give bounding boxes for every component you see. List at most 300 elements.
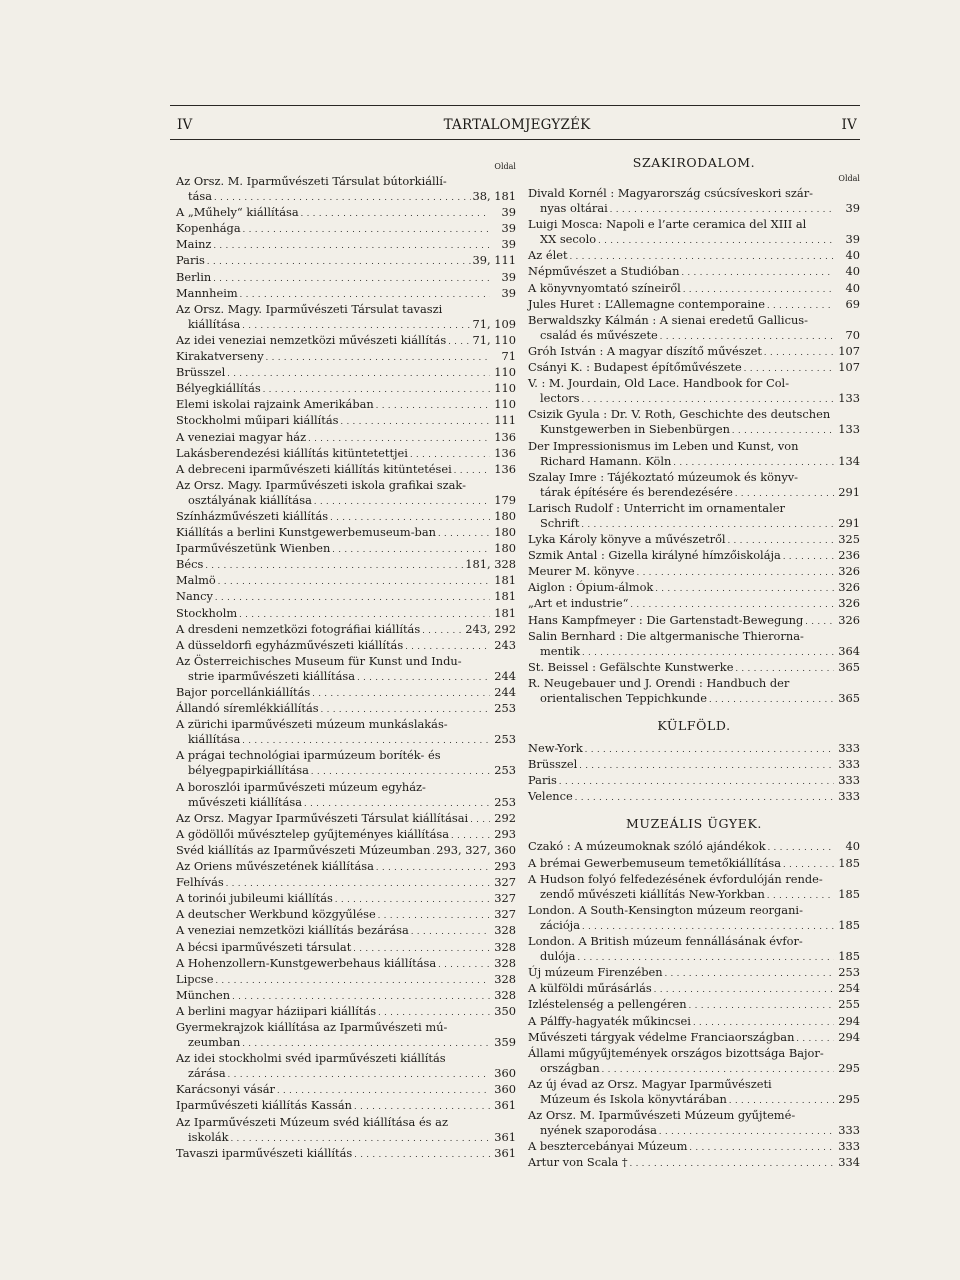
- toc-entry-title: Izléstelenség a pellengéren: [528, 997, 687, 1012]
- toc-entry-title: Elemi iskolai rajzaink Amerikában: [176, 397, 374, 412]
- toc-entry-line: [176, 302, 516, 317]
- toc-entry: [176, 270, 516, 286]
- dot-leader: [240, 286, 490, 302]
- dot-leader: [602, 1061, 834, 1077]
- toc-entry-title: Mannheim: [176, 285, 238, 300]
- toc-entry-title: A veneziai nemzetközi kiállítás bezárása: [176, 923, 409, 938]
- toc-page-number: 334: [838, 1155, 860, 1170]
- toc-entry-line: [176, 843, 516, 859]
- toc-page-number: 185: [838, 855, 860, 870]
- dot-leader: [729, 1092, 834, 1108]
- toc-entry: [176, 446, 516, 462]
- toc-entry-title: Az Orsz. Magy. Iparművészeti Társulat tavaszi: [176, 301, 443, 316]
- toc-page-number: 71, 109: [472, 316, 516, 331]
- toc-entry: [528, 789, 860, 805]
- toc-entry-line: [528, 264, 860, 280]
- toc-entry-title: Az idei veneziai nemzetközi művészeti kiállítás: [176, 332, 447, 347]
- toc-entry: [528, 564, 860, 580]
- dot-leader: [582, 644, 834, 660]
- toc-entry-title: Lakásberendezési kiállítás kitüntetettjei: [176, 445, 408, 460]
- toc-entry-line: [528, 629, 860, 644]
- toc-entry-line: [528, 485, 860, 501]
- toc-entry-line: [528, 564, 860, 580]
- toc-entry-title: Tavaszi iparművészeti kiállítás: [176, 1145, 353, 1160]
- dot-leader: [764, 344, 834, 360]
- dot-leader: [218, 573, 490, 589]
- toc-page-number: 295: [838, 1060, 860, 1075]
- toc-entry-title: Az Orsz. Magyar Iparművészeti Társulat kiállításai: [176, 810, 469, 825]
- dot-leader: [376, 397, 490, 413]
- toc-entry-line: [176, 669, 516, 685]
- dot-leader: [693, 1014, 834, 1030]
- toc-entry-line: [176, 859, 516, 875]
- toc-entry-line: [176, 1020, 516, 1035]
- header-bottom-rule: [170, 139, 860, 140]
- toc-entry-line: [176, 685, 516, 701]
- dot-leader: [321, 701, 490, 717]
- toc-entry-line: [176, 701, 516, 717]
- toc-entry-line: [528, 454, 860, 470]
- toc-page-number: 294: [838, 1029, 860, 1044]
- dot-leader: [263, 381, 490, 397]
- toc-entry-line: [176, 875, 516, 891]
- toc-entry: [176, 221, 516, 237]
- toc-entry: [528, 470, 860, 501]
- toc-entry: [176, 1146, 516, 1162]
- toc-entry-title: Az új évad az Orsz. Magyar Iparművészeti: [528, 1076, 772, 1091]
- toc-entry: [528, 903, 860, 934]
- toc-page-number: 295: [838, 1091, 860, 1106]
- toc-page-number: 333: [838, 789, 860, 804]
- dot-leader: [215, 589, 490, 605]
- toc-page-number: 180: [494, 541, 516, 556]
- toc-entry: [176, 717, 516, 748]
- toc-entry-line: [528, 548, 860, 564]
- toc-entry-line: [528, 691, 860, 707]
- toc-entry-title: kiállítása: [188, 732, 241, 747]
- toc-page-number: 39: [501, 221, 516, 236]
- toc-entry-title: család és művészete: [540, 327, 658, 342]
- oldal-label: Oldal: [494, 162, 516, 171]
- toc-page-number: 39, 111: [472, 253, 516, 268]
- toc-entry-line: [528, 1155, 860, 1171]
- toc-page-number: 69: [845, 296, 860, 311]
- toc-entry-line: [176, 654, 516, 669]
- toc-page-number: 40: [845, 248, 860, 263]
- toc-page-number: 326: [838, 612, 860, 627]
- left-column: [176, 160, 516, 1162]
- toc-entry-line: [528, 1108, 860, 1123]
- toc-entry-line: [528, 313, 860, 328]
- toc-entry: [528, 596, 860, 612]
- toc-entry: [176, 859, 516, 875]
- toc-entry-line: [176, 525, 516, 541]
- toc-entry: [176, 541, 516, 557]
- dot-leader: [610, 201, 834, 217]
- toc-entry-title: Az Orsz. M. Iparművészeti Társulat bútorkiállí-: [176, 174, 447, 188]
- toc-entry: [528, 360, 860, 376]
- dot-leader: [301, 205, 490, 221]
- dot-leader: [226, 875, 490, 891]
- dot-leader: [655, 580, 834, 596]
- toc-entry-title: Az Österreichisches Museum für Kunst und Indu-: [176, 653, 462, 668]
- toc-entry-line: [528, 344, 860, 360]
- toc-entry-line: [528, 856, 860, 872]
- toc-entry-title: Velence: [528, 789, 573, 804]
- toc-entry: [176, 349, 516, 365]
- toc-entry-line: [528, 773, 860, 789]
- toc-entry-line: [528, 360, 860, 376]
- toc-entry: [528, 773, 860, 789]
- toc-entry-title: Brüsszel: [176, 365, 226, 380]
- toc-page-number: 328: [494, 939, 516, 954]
- toc-entry: [176, 1051, 516, 1082]
- dot-leader: [215, 972, 490, 988]
- toc-page-number: 236: [838, 548, 860, 563]
- toc-entry-title: nyas oltárai: [540, 201, 608, 216]
- header-page-number-right: IV: [841, 117, 857, 133]
- toc-page-number: 185: [838, 886, 860, 901]
- toc-entry-title: A torinói jubileumi kiállítás: [176, 891, 333, 906]
- toc-entry-title: Berlin: [176, 269, 212, 284]
- toc-entry: [176, 891, 516, 907]
- dot-leader: [470, 811, 490, 827]
- dot-leader: [354, 1098, 490, 1114]
- toc-entry-title: Állandó síremlékkiállítás: [176, 701, 319, 716]
- toc-entry: [176, 205, 516, 221]
- toc-entry: [176, 956, 516, 972]
- toc-entry-title: dulója: [540, 949, 576, 964]
- toc-entry-title: Kunstgewerben in Siebenbürgen: [540, 422, 730, 437]
- dot-leader: [681, 264, 834, 280]
- toc-entry-title: A bécsi iparművészeti társulat: [176, 939, 352, 954]
- dot-leader: [438, 525, 490, 541]
- toc-page-number: 244: [494, 685, 516, 699]
- toc-entry-line: [528, 376, 860, 391]
- dot-leader: [683, 281, 834, 297]
- toc-entry-title: Az élet: [528, 248, 568, 263]
- dot-leader: [659, 1123, 834, 1139]
- toc-entry-line: [528, 872, 860, 887]
- toc-page-number: 107: [838, 343, 860, 358]
- toc-entry-title: „Art et industrie“: [528, 596, 629, 611]
- toc-entry: [528, 981, 860, 997]
- dot-leader: [376, 859, 490, 875]
- toc-entry-title: Szalay Imre : Tájékoztató múzeumok és könyv-: [528, 469, 799, 484]
- toc-entry-title: Meurer M. könyve: [528, 564, 635, 579]
- dot-leader: [378, 907, 490, 923]
- dot-leader: [207, 253, 471, 269]
- toc-entry-line: [176, 557, 516, 573]
- toc-entry: [528, 264, 860, 280]
- toc-entry: [528, 1108, 860, 1139]
- toc-entry-title: Richard Hamann. Köln: [540, 453, 672, 468]
- toc-entry-title: A düsseldorfi egyházművészeti kiállítás: [176, 637, 404, 652]
- toc-entry-line: [176, 1098, 516, 1114]
- toc-page-number: 293: [494, 826, 516, 841]
- toc-entry-line: [528, 997, 860, 1013]
- toc-entry: [176, 811, 516, 827]
- dot-leader: [735, 660, 834, 676]
- toc-entry-line: [176, 622, 516, 638]
- toc-entry-title: A könyvnyomtató színeiről: [528, 280, 681, 295]
- toc-entry-title: Bécs: [176, 557, 204, 572]
- toc-entry: [176, 654, 516, 685]
- dot-leader: [454, 462, 490, 478]
- toc-page-number: 293: [494, 859, 516, 874]
- toc-entry-line: [176, 333, 516, 349]
- toc-entry-title: Svéd kiállítás az Iparművészeti Múzeumban: [176, 842, 431, 857]
- dot-leader: [304, 795, 490, 811]
- toc-page-number: 254: [838, 981, 860, 996]
- toc-entry-line: [528, 201, 860, 217]
- toc-entry-title: London. A British múzeum fennállásának évfor-: [528, 934, 803, 949]
- toc-entry-title: Luigi Mosca: Napoli e l’arte ceramica del XIII al: [528, 217, 807, 232]
- dot-leader: [266, 349, 490, 365]
- toc-entry: [176, 972, 516, 988]
- toc-entry-line: [528, 660, 860, 676]
- toc-entry-line: [528, 1077, 860, 1092]
- dot-leader: [689, 1139, 834, 1155]
- toc-entry-title: A prágai technológiai iparmúzeum boríték- és: [176, 748, 441, 763]
- toc-page-number: 40: [845, 264, 860, 279]
- dot-leader: [660, 328, 834, 344]
- toc-entry: [528, 1155, 860, 1171]
- toc-page-number: 133: [838, 391, 860, 406]
- toc-page-number: 107: [838, 360, 860, 375]
- toc-entry-line: [176, 397, 516, 413]
- toc-entry-title: Gróh István : A magyar díszítő művészet: [528, 343, 762, 358]
- section-spacer: [528, 707, 860, 717]
- toc-page-number: 255: [838, 997, 860, 1012]
- toc-page-number: 333: [838, 741, 860, 756]
- toc-page-number: 328: [494, 987, 516, 1002]
- toc-page-number: 361: [494, 1129, 516, 1144]
- toc-entry: [176, 462, 516, 478]
- dot-leader: [783, 548, 834, 564]
- toc-entry: [528, 344, 860, 360]
- toc-entry-title: Szmik Antal : Gizella királyné hímzőiskolája: [528, 548, 781, 563]
- toc-page-number: 39: [501, 285, 516, 300]
- toc-entry-line: [528, 934, 860, 949]
- toc-entry: [176, 638, 516, 654]
- toc-entry-line: [176, 493, 516, 509]
- toc-entry-title: R. Neugebauer und J. Orendi : Handbuch der: [528, 675, 790, 690]
- toc-entry-title: Bajor porcellánkiállítás: [176, 685, 311, 699]
- toc-entry: [528, 376, 860, 407]
- toc-entry: [528, 217, 860, 248]
- toc-entry-title: zációja: [540, 917, 580, 932]
- toc-entry: [176, 509, 516, 525]
- toc-entry-line: [176, 237, 516, 253]
- toc-entry: [528, 629, 860, 660]
- toc-entry: [528, 297, 860, 313]
- toc-entry-line: [176, 811, 516, 827]
- toc-entry-title: V. : M. Jourdain, Old Lace. Handbook for Col-: [528, 376, 790, 391]
- toc-entry-line: [528, 789, 860, 805]
- toc-entry: [528, 248, 860, 264]
- toc-entry-title: Felhívás: [176, 875, 224, 890]
- toc-entry-line: [528, 1030, 860, 1046]
- toc-entry: [176, 333, 516, 349]
- toc-entry-title: Az Oriens művészetének kiállítása: [176, 859, 374, 874]
- toc-entry-title: A külföldi műrásárlás: [528, 981, 652, 996]
- toc-entry-line: [176, 827, 516, 843]
- toc-entry-title: Művészeti tárgyak védelme Franciaországban: [528, 1029, 795, 1044]
- dot-leader: [768, 839, 834, 855]
- toc-entry: [528, 965, 860, 981]
- toc-page-number: 185: [838, 949, 860, 964]
- toc-entry-line: [528, 1139, 860, 1155]
- toc-entry-title: Larisch Rudolf : Unterricht im ornamentaler: [528, 500, 785, 515]
- toc-entry: [176, 397, 516, 413]
- toc-entry-title: iskolák: [188, 1129, 229, 1144]
- toc-page-number: 294: [838, 1013, 860, 1028]
- dot-leader: [451, 827, 490, 843]
- toc-entry-line: [176, 205, 516, 221]
- toc-page-number: 364: [838, 643, 860, 658]
- toc-entry: [528, 1030, 860, 1046]
- dot-leader: [577, 949, 834, 965]
- toc-entry-title: Stockholmi műipari kiállítás: [176, 413, 339, 428]
- toc-entry-title: Kopenhága: [176, 221, 241, 236]
- toc-entry-title: Berwaldszky Kálmán : A sienai eredetű Gallicus-: [528, 312, 808, 327]
- toc-entry-title: New-York: [528, 741, 583, 756]
- toc-page-number: 291: [838, 515, 860, 530]
- dot-leader: [335, 891, 490, 907]
- toc-entry-title: nyének szaporodása: [540, 1123, 657, 1138]
- toc-entry-title: München: [176, 987, 231, 1002]
- toc-page-number: 292: [494, 810, 516, 825]
- toc-page-number: 253: [494, 732, 516, 747]
- toc-entry-title: A dresdeni nemzetközi fotográfiai kiállítás: [176, 621, 421, 636]
- section-heading: SZAKIRODALOM.: [632, 155, 756, 170]
- right-column: [528, 155, 860, 1171]
- dot-leader: [232, 988, 490, 1004]
- toc-entry-line: [528, 965, 860, 981]
- toc-entry-title: Schrift: [540, 515, 580, 530]
- toc-entry-line: [528, 1014, 860, 1030]
- toc-entry: [528, 313, 860, 344]
- toc-page-number: 326: [838, 564, 860, 579]
- toc-entry: [176, 1115, 516, 1146]
- toc-page-number: 361: [494, 1145, 516, 1160]
- toc-entry: [528, 1139, 860, 1155]
- toc-page-number: 71, 110: [472, 332, 516, 347]
- dot-leader: [796, 1030, 834, 1046]
- toc-entry: [176, 557, 516, 573]
- toc-entry: [528, 757, 860, 773]
- toc-entry: [528, 1014, 860, 1030]
- toc-entry: [528, 872, 860, 903]
- toc-entry: [528, 548, 860, 564]
- section-heading: MUZEÁLIS ÜGYEK.: [626, 816, 762, 832]
- toc-page-number: 253: [494, 794, 516, 809]
- toc-entry: [176, 988, 516, 1004]
- toc-entry-title: A besztercebányai Múzeum: [528, 1139, 688, 1154]
- section-heading: KÜLFÖLD.: [657, 718, 731, 734]
- dot-leader: [242, 1035, 490, 1051]
- toc-entry: [176, 478, 516, 509]
- toc-entry-line: [176, 1051, 516, 1066]
- dot-leader: [205, 557, 463, 573]
- toc-page-number: 359: [494, 1035, 516, 1050]
- toc-entry-line: [176, 221, 516, 237]
- toc-page-number: 181: [494, 573, 516, 588]
- dot-leader: [767, 297, 834, 313]
- toc-entry-title: Iparművészetünk Wienben: [176, 541, 331, 556]
- dot-leader: [354, 1146, 490, 1162]
- toc-entry-line: [176, 1082, 516, 1098]
- toc-entry-title: Csizik Gyula : Dr. V. Roth, Geschichte des deutschen: [528, 407, 831, 422]
- toc-entry-title: Salin Bernhard : Die altgermanische Thierorna-: [528, 628, 804, 643]
- toc-page-number: 244: [494, 668, 516, 683]
- dot-leader: [242, 317, 470, 333]
- toc-entry: [528, 501, 860, 532]
- toc-page-number: 110: [494, 397, 516, 412]
- toc-entry-line: [528, 676, 860, 691]
- toc-entry-title: A Pálffy-hagyaték műkincsei: [528, 1013, 691, 1028]
- toc-entry-line: [528, 532, 860, 548]
- dot-leader: [214, 189, 471, 205]
- toc-entry-line: [176, 446, 516, 462]
- toc-entry-title: zárása: [188, 1066, 226, 1081]
- toc-page-number: 110: [494, 365, 516, 380]
- dot-leader: [637, 564, 834, 580]
- toc-entry-title: Az Iparművészeti Múzeum svéd kiállítása és az: [176, 1114, 448, 1129]
- toc-entry-line: [176, 1066, 516, 1082]
- toc-entry-line: [176, 638, 516, 654]
- toc-page-number: 333: [838, 773, 860, 788]
- toc-entry-title: zendő művészeti kiállítás New-Yorkban: [540, 886, 765, 901]
- toc-page-number: 253: [838, 965, 860, 980]
- toc-entry-line: [528, 217, 860, 232]
- toc-page-number: 333: [838, 1123, 860, 1138]
- toc-entry-title: London. A South-Kensington múzeum reorgani-: [528, 902, 803, 917]
- toc-entry-title: A debreceni iparművészeti kiállítás kitüntetései: [176, 461, 452, 476]
- dot-leader: [805, 613, 834, 629]
- toc-entry-line: [528, 281, 860, 297]
- toc-entry-line: [528, 596, 860, 612]
- toc-page-number: 327: [494, 891, 516, 906]
- toc-entry: [176, 365, 516, 381]
- toc-entry-line: [528, 981, 860, 997]
- toc-entry: [176, 430, 516, 446]
- toc-entry: [528, 660, 860, 676]
- toc-entry-line: [176, 606, 516, 622]
- toc-entry-line: [176, 381, 516, 397]
- toc-entry-line: [176, 972, 516, 988]
- dot-leader: [438, 956, 490, 972]
- dot-leader: [654, 981, 834, 997]
- toc-entry: [176, 875, 516, 891]
- toc-page-number: 40: [845, 280, 860, 295]
- toc-entry-title: strie iparművészeti kiállítása: [188, 668, 356, 683]
- toc-entry-line: [176, 891, 516, 907]
- toc-page-number: 350: [494, 1003, 516, 1018]
- dot-leader: [630, 596, 834, 612]
- toc-page-number: 181: [494, 605, 516, 620]
- dot-leader: [728, 532, 834, 548]
- toc-entry-title: Állami műgyűjtemények országos bizottsága Bajor-: [528, 1045, 824, 1060]
- toc-entry-title: Brüsszel: [528, 757, 578, 772]
- toc-entry: [528, 839, 860, 855]
- toc-entry-title: Iparművészeti kiállítás Kassán: [176, 1098, 352, 1113]
- toc-entry-line: [176, 1130, 516, 1146]
- toc-entry-title: XX secolo: [540, 232, 597, 247]
- toc-entry-line: [528, 248, 860, 264]
- toc-page-number: 40: [845, 839, 860, 854]
